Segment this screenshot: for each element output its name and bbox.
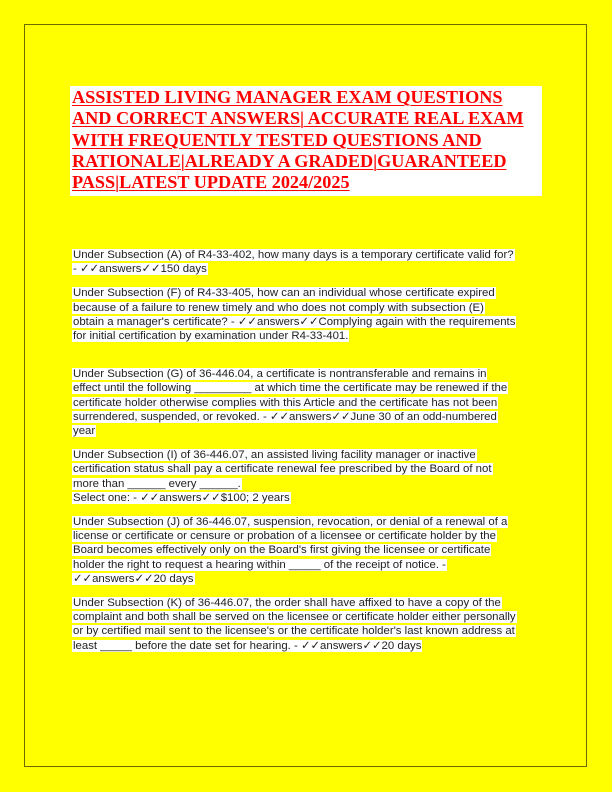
- qa-line: Under Subsection (F) of R4-33-405, how can an individual whose certificate expired: [73, 287, 495, 300]
- qa-line: Under Subsection (A) of R4-33-402, how many days is a temporary certificate valid for?: [73, 249, 514, 261]
- document-title: ASSISTED LIVING MANAGER EXAM QUESTIONS AND CORRECT ANSWERS| ACCURATE REAL EXAM WITH FREQUENTLY TESTED QUESTIONS AND RATIONALE|ALREADY A GRADED|GUARANTEED PASS|LATEST UPDATE 2024/2025: [72, 87, 524, 193]
- qa-line: least _____ before the date set for hearing. - ✓✓answers✓✓20 days: [73, 639, 422, 652]
- qa-item: [72, 286, 544, 343]
- qa-line: - ✓✓answers✓✓150 days: [73, 263, 207, 276]
- qa-line: Under Subsection (I) of 36-446.07, an assisted living facility manager or inactive: [73, 449, 476, 462]
- qa-line: holder the right to request a hearing within _____ of the receipt of notice. -: [73, 558, 446, 571]
- qa-item: [72, 448, 544, 505]
- qa-line: ✓✓answers✓✓20 days: [73, 572, 194, 585]
- qa-line: complaint and both shall be served on the licensee or certificate holder either personally: [73, 611, 516, 624]
- qa-line: or by certified mail sent to the licensee's or the certificate holder's last known address at: [73, 625, 515, 638]
- qa-line: surrendered, suspended, or revoked. - ✓✓answers✓✓June 30 of an odd-numbered: [73, 410, 497, 423]
- qa-item: [72, 248, 544, 276]
- qa-line: certification status shall pay a certificate renewal fee prescribed by the Board of not: [73, 463, 492, 476]
- title-box: [70, 86, 542, 196]
- qa-list: [72, 248, 544, 653]
- qa-line: Select one: - ✓✓answers✓✓$100; 2 years: [73, 491, 290, 504]
- qa-line: effect until the following _________ at which time the certificate may be renewed if the: [73, 382, 508, 395]
- qa-line: Board becomes effectively only on the Board's first giving the licensee or certificate: [73, 544, 491, 557]
- qa-item: [72, 515, 544, 586]
- qa-line: obtain a manager's certificate? - ✓✓answers✓✓Complying again with the requirements: [73, 315, 516, 328]
- qa-line: Under Subsection (G) of 36-446.04, a certificate is nontransferable and remains in: [73, 368, 487, 381]
- qa-line: license or certificate or censure or probation of a licensee or certificate holder by the: [73, 530, 496, 543]
- qa-item: [72, 367, 544, 438]
- qa-item: [72, 596, 544, 653]
- qa-line: for initial certification by examination under R4-33-401.: [73, 330, 349, 343]
- qa-line: Under Subsection (J) of 36-446.07, suspension, revocation, or denial of a renewal of a: [73, 516, 508, 529]
- qa-line: year: [73, 425, 96, 438]
- qa-line: more than ______ every ______.: [73, 477, 241, 490]
- qa-line: certificate holder otherwise complies with this Article and the certificate has not been: [73, 396, 498, 409]
- qa-line: because of a failure to renew timely and who does not comply with subsection (E): [73, 301, 484, 314]
- qa-line: Under Subsection (K) of 36-446.07, the order shall have affixed to have a copy of the: [73, 597, 501, 610]
